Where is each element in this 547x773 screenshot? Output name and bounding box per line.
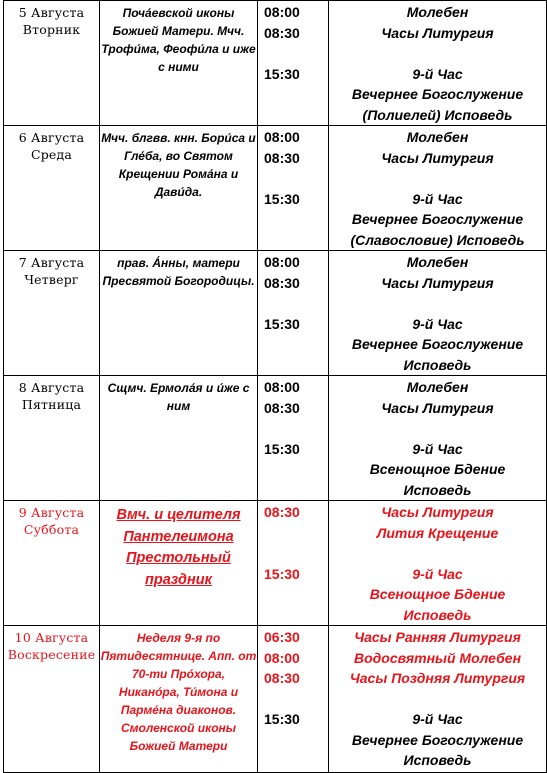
time: 08:00 (264, 379, 300, 395)
date-label: 5 Августа (18, 5, 85, 20)
time: 08:00 (264, 649, 300, 666)
time: 08:30 (264, 504, 300, 520)
time: 08:00 (264, 254, 300, 270)
weekday-label: Воскресение (7, 647, 96, 662)
date-label: 7 Августа (18, 255, 85, 270)
services-cell (329, 376, 547, 501)
date-label: 9 Августа (18, 505, 85, 520)
services-cell (329, 626, 547, 773)
service: Молебен (406, 129, 469, 145)
service: Часы Литургия (381, 149, 494, 166)
time: 15:30 (264, 440, 300, 457)
day-row (4, 251, 547, 376)
service: Лития Крещение (376, 524, 499, 541)
service: Всенощное Бдение (369, 461, 506, 477)
service: Молебен (406, 4, 469, 20)
service: Исповедь (403, 481, 472, 498)
day-row (4, 376, 547, 501)
date-label: 8 Августа (18, 380, 85, 395)
service-gap (329, 418, 546, 439)
service: 9-й Час (412, 65, 463, 82)
service: Часы Ранняя Литургия (354, 629, 521, 645)
time: 15:30 (264, 190, 300, 207)
times-cell (258, 376, 329, 501)
service: Часы Литургия (381, 274, 494, 291)
services-cell (329, 1, 547, 126)
date-cell (4, 501, 100, 626)
date-cell (4, 251, 100, 376)
service: 9-й Час (412, 315, 463, 332)
time: 06:30 (264, 629, 300, 645)
time: 08:30 (264, 274, 300, 291)
time: 15:30 (264, 65, 300, 82)
time: 08:00 (264, 129, 300, 145)
service: (Полиелей) Исповедь (362, 106, 513, 123)
service: Исповедь (403, 356, 472, 373)
time-gap (264, 543, 328, 564)
time: 08:00 (264, 4, 300, 20)
time: 15:30 (264, 315, 300, 332)
time: 15:30 (264, 711, 300, 727)
times-cell (258, 126, 329, 251)
time: 08:30 (264, 149, 300, 166)
time-gap (264, 418, 328, 439)
date-cell (4, 1, 100, 126)
saint-cell: Поча́евской иконы Божией Матери. Мчч. Трофи́ма, Феофи́ла и иже с ними (100, 1, 258, 126)
service: Молебен (406, 254, 469, 270)
day-row (4, 126, 547, 251)
date-cell (4, 126, 100, 251)
saint-cell: Мчч. блгвв. кнн. Бори́са и Гле́ба, во Святом Крещении Рома́на и Дави́да. (100, 126, 258, 251)
service: Водосвятный Молебен (353, 649, 522, 666)
service-gap (329, 43, 546, 64)
time-gap (264, 43, 328, 64)
time-gap (264, 293, 328, 314)
time: 15:30 (264, 565, 300, 582)
day-row (4, 1, 547, 126)
time: 08:30 (264, 24, 300, 41)
service: Вечернее Богослужение (351, 731, 524, 748)
services-cell (329, 126, 547, 251)
saint-cell: Сщмч. Ермола́я и и́же с ним (100, 376, 258, 501)
weekday-label: Пятница (21, 397, 82, 412)
times-cell (258, 251, 329, 376)
date-label: 6 Августа (18, 130, 85, 145)
service: Вечернее Богослужение (351, 86, 524, 102)
services-cell (329, 251, 547, 376)
date-label: 10 Августа (14, 630, 89, 645)
weekday-label: Среда (30, 147, 73, 162)
time-gap (264, 523, 328, 544)
saint-cell: Вмч. и целителя Пантелеимона Престольный праздник (100, 501, 258, 626)
weekday-label: Вторник (22, 22, 81, 37)
service-gap (329, 689, 546, 710)
service-gap (329, 293, 546, 314)
date-cell (4, 626, 100, 773)
service-gap (329, 168, 546, 189)
service: Вечернее Богослужение (351, 336, 524, 352)
service: Вечернее Богослужение (351, 211, 524, 227)
service: Всенощное Бдение (369, 586, 506, 602)
times-cell (258, 501, 329, 626)
service: 9-й Час (412, 440, 463, 457)
weekday-label: Четверг (24, 272, 79, 287)
time-gap (264, 689, 328, 710)
service: Часы Литургия (381, 504, 494, 520)
schedule-table (3, 0, 547, 773)
service: Часы Литургия (381, 399, 494, 416)
service: Часы Литургия (381, 24, 494, 41)
time-gap (264, 168, 328, 189)
day-row (4, 626, 547, 773)
service: Исповедь (403, 606, 472, 623)
service: Исповедь (403, 752, 472, 768)
saint-cell: прав. А́нны, матери Пресвятой Богородицы. (100, 251, 258, 376)
service: 9-й Час (412, 190, 463, 207)
saint-cell: Неделя 9-я по Пятидесятнице. Апп. от 70-ти Про́хора, Никано́ра, Ти́мона и Парме́на диаконов. Смоленской иконы Божией Матери (100, 626, 258, 773)
times-cell (258, 1, 329, 126)
day-row (4, 501, 547, 626)
service: 9-й Час (412, 711, 463, 727)
services-cell (329, 501, 547, 626)
service: (Славословие) Исповедь (350, 231, 525, 248)
date-cell (4, 376, 100, 501)
service: Молебен (406, 379, 469, 395)
times-cell (258, 626, 329, 773)
service: Часы Поздняя Литургия (349, 670, 526, 686)
weekday-label: Суббота (23, 522, 80, 537)
time: 08:30 (264, 399, 300, 416)
service-gap (329, 543, 546, 564)
service: 9-й Час (412, 565, 463, 582)
time: 08:30 (264, 670, 300, 686)
